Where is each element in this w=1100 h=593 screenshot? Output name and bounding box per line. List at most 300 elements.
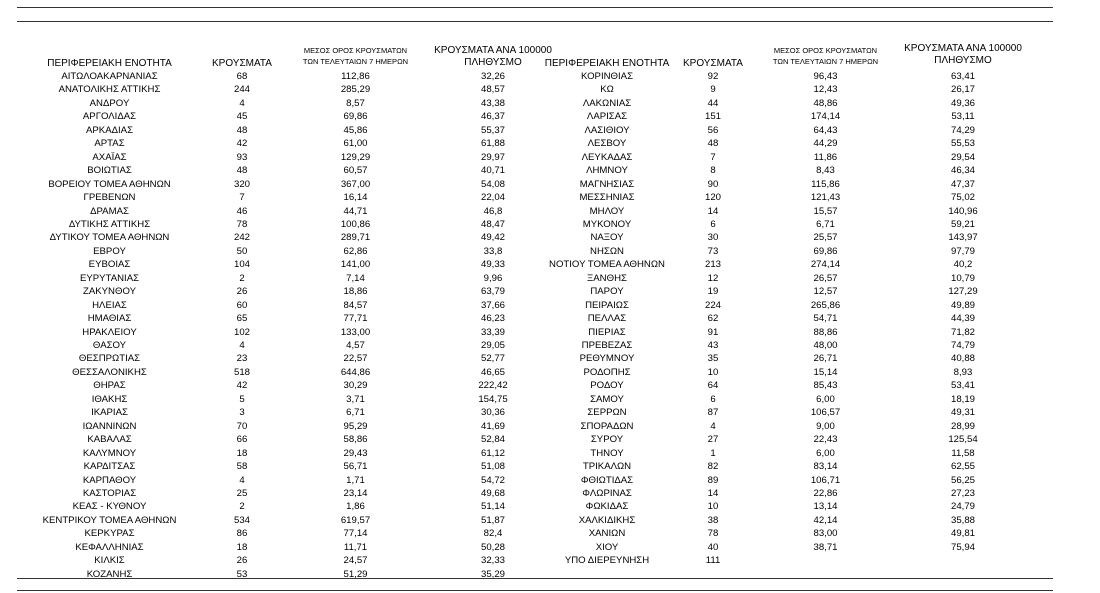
cell-avg: 83,00 (813, 528, 838, 540)
header-avg-line1-r: ΜΕΣΟΣ ΟΡΟΣ ΚΡΟΥΣΜΑΤΩΝ (773, 46, 878, 55)
cell-cases: 1 (710, 447, 716, 459)
cell-per100k: 56,25 (950, 474, 975, 486)
cell-avg: 22,43 (813, 434, 838, 446)
cell-region: ΛΕΣΒΟΥ (587, 138, 627, 150)
cell-per100k: 63,79 (480, 286, 505, 298)
cell-avg: 16,14 (343, 192, 368, 204)
cell-region: ΞΑΝΘΗΣ (587, 272, 627, 284)
cell-region: ΘΑΣΟΥ (92, 340, 127, 351)
cell-avg: 48,00 (813, 340, 838, 351)
cell-cases: 53 (236, 568, 248, 580)
cell-per100k: 48,47 (480, 218, 505, 230)
cell-region: ΑΝΔΡΟΥ (89, 97, 130, 109)
cell-per100k: 71,82 (950, 326, 975, 338)
table-row (17, 568, 577, 581)
table-row (17, 110, 577, 123)
table-row (17, 366, 577, 379)
cell-region: ΛΑΡΙΣΑΣ (586, 111, 628, 123)
table-row (17, 151, 577, 164)
table-row (537, 474, 1097, 487)
table-row (537, 191, 1097, 204)
cell-cases: 91 (707, 326, 719, 338)
cell-avg: 44,71 (343, 205, 368, 217)
cell-per100k: 43,38 (480, 97, 505, 109)
cell-avg: 44,29 (813, 138, 838, 150)
cell-avg: 121,43 (810, 192, 841, 204)
cell-per100k: 49,36 (950, 97, 975, 109)
table-row (17, 527, 577, 540)
cell-avg: 61,00 (343, 138, 368, 150)
cell-cases: 12 (707, 272, 719, 284)
cell-cases: 4 (239, 474, 245, 486)
cell-per100k: 50,28 (480, 541, 505, 553)
cell-region: ΛΗΜΝΟΥ (586, 165, 628, 177)
cell-region: ΣΕΡΡΩΝ (587, 407, 627, 419)
cell-region: ΗΛΕΙΑΣ (92, 299, 127, 311)
cell-region: ΗΜΑΘΙΑΣ (87, 313, 132, 325)
cell-avg: 42,14 (813, 514, 838, 526)
cell-cases: 120 (704, 192, 721, 204)
cell-cases: 26 (236, 555, 248, 567)
cell-cases: 14 (707, 205, 719, 217)
table-row (537, 205, 1097, 218)
cell-cases: 8 (710, 165, 716, 177)
table-row (17, 433, 577, 446)
table-row (537, 110, 1097, 123)
cell-cases: 60 (236, 299, 248, 311)
cell-per100k: 29,97 (480, 151, 505, 163)
cell-cases: 58 (236, 461, 248, 473)
cell-avg: 26,71 (813, 353, 838, 365)
cell-cases: 5 (239, 393, 245, 405)
cell-per100k: 74,29 (950, 124, 975, 136)
table-row (17, 352, 577, 365)
cell-cases: 9 (710, 84, 716, 96)
cell-cases: 44 (707, 97, 719, 109)
cell-avg: 174,14 (810, 111, 841, 123)
header-avg-line1: ΜΕΣΟΣ ΟΡΟΣ ΚΡΟΥΣΜΑΤΩΝ (303, 46, 408, 55)
table-row (537, 312, 1097, 325)
table-row (17, 447, 577, 460)
cell-cases: 10 (707, 366, 719, 378)
cell-cases: 68 (236, 71, 248, 82)
cell-avg: 29,43 (343, 447, 368, 459)
cell-avg: 22,86 (813, 487, 838, 499)
cell-cases: 104 (233, 259, 250, 271)
cell-region: ΧΑΛΚΙΔΙΚΗΣ (578, 514, 636, 526)
cell-region: ΒΟΡΕΙΟΥ ΤΟΜΕΑ ΑΘΗΝΩΝ (48, 178, 171, 190)
cell-region: ΕΥΒΟΙΑΣ (88, 259, 131, 271)
cell-cases: 2 (239, 272, 245, 284)
cell-region: ΝΟΤΙΟΥ ΤΟΜΕΑ ΑΘΗΝΩΝ (549, 259, 665, 271)
header-per-line2-r: ΠΛΗΘΥΣΜΟ (934, 55, 992, 66)
table-row (537, 258, 1097, 271)
cell-avg: 60,57 (343, 165, 368, 177)
cell-avg: 133,00 (340, 326, 371, 338)
header-avg-right (749, 45, 902, 67)
cell-region: ΚΕΝΤΡΙΚΟΥ ΤΟΜΕΑ ΑΘΗΝΩΝ (42, 514, 177, 526)
top-rule (17, 7, 1053, 8)
cell-per100k: 22,04 (480, 192, 505, 204)
cell-per100k: 51,87 (480, 514, 505, 526)
cell-per100k: 54,08 (480, 178, 505, 190)
cell-cases: 48 (707, 138, 719, 150)
cell-region: ΚΕΦΑΛΛΗΝΙΑΣ (75, 541, 144, 553)
cell-per100k: 49,68 (480, 487, 505, 499)
cell-per100k: 51,08 (480, 461, 505, 473)
table-row (17, 231, 577, 244)
cell-region: ΑΝΑΤΟΛΙΚΗΣ ΑΤΤΙΚΗΣ (58, 84, 161, 96)
cell-cases: 534 (233, 514, 250, 526)
cell-avg: 45,86 (343, 124, 368, 136)
header-avg-left (282, 45, 429, 67)
cell-avg: 9,00 (816, 420, 835, 432)
cell-region: ΜΕΣΣΗΝΙΑΣ (579, 192, 635, 204)
cell-per100k: 18,19 (950, 393, 975, 405)
cell-per100k: 154,75 (478, 393, 508, 405)
cell-cases: 242 (233, 232, 250, 244)
table-row (17, 272, 577, 285)
cell-avg: 106,71 (810, 474, 841, 486)
cell-region: ΗΡΑΚΛΕΙΟΥ (82, 326, 137, 338)
cell-avg: 23,14 (343, 487, 368, 499)
cell-per100k: 49,42 (480, 232, 505, 244)
table-row (17, 164, 577, 177)
table-row (17, 406, 577, 419)
cell-cases: 56 (707, 124, 719, 136)
header-cases-left: ΚΡΟΥΣΜΑΤΑ (212, 58, 272, 69)
cell-per100k: 49,33 (480, 259, 505, 271)
table-row (17, 83, 577, 96)
table-row (537, 366, 1097, 379)
cell-cases: 42 (236, 138, 248, 150)
cell-cases: 2 (239, 501, 245, 513)
cell-avg: 13,14 (813, 501, 838, 513)
table-row (17, 285, 577, 298)
top-rule-2 (17, 21, 1053, 22)
cell-region: ΠΕΙΡΑΙΩΣ (585, 299, 629, 311)
cell-region: ΤΡΙΚΑΛΩΝ (582, 461, 632, 473)
cell-region: ΑΡΚΑΔΙΑΣ (86, 124, 133, 136)
table-row (17, 191, 577, 204)
cell-per100k: 63,41 (950, 71, 975, 82)
cell-per100k: 75,02 (950, 192, 975, 204)
cell-cases: 7 (239, 192, 245, 204)
cell-cases: 4 (239, 97, 245, 109)
cell-per100k: 125,54 (948, 434, 978, 446)
cell-region: ΕΥΡΥΤΑΝΙΑΣ (79, 272, 140, 284)
cell-cases: 92 (707, 71, 719, 82)
cell-avg: 51,29 (343, 568, 368, 580)
cell-region: ΑΙΤΩΛΟΑΚΑΡΝΑΝΙΑΣ (61, 71, 158, 82)
cell-region: ΧΙΟΥ (595, 541, 619, 553)
cell-avg: 6,71 (346, 407, 365, 419)
table-row (17, 124, 577, 137)
cell-per100k: 61,12 (480, 447, 505, 459)
cell-avg: 6,00 (816, 447, 835, 459)
header-avg-line2: ΤΩΝ ΤΕΛΕΥΤΑΙΩΝ 7 ΗΜΕΡΩΝ (302, 57, 409, 66)
cell-region: ΣΥΡΟΥ (590, 434, 624, 446)
cell-avg: 96,43 (813, 71, 838, 82)
cell-avg: 77,14 (343, 528, 368, 540)
cell-region: ΤΗΝΟΥ (590, 447, 624, 459)
cell-avg: 85,43 (813, 380, 838, 392)
cell-region: ΜΗΛΟΥ (589, 205, 625, 217)
table-row (17, 178, 577, 191)
cell-avg: 7,14 (346, 272, 365, 284)
bottom-rule (17, 578, 1053, 579)
table-row (17, 218, 577, 231)
cell-per100k: 61,88 (480, 138, 505, 150)
cell-avg: 15,14 (813, 366, 838, 378)
table-row (537, 70, 1097, 83)
cell-per100k: 49,89 (950, 299, 975, 311)
cell-cases: 78 (236, 218, 248, 230)
cell-cases: 48 (236, 165, 248, 177)
cell-per100k: 32,33 (480, 555, 505, 567)
cell-cases: 30 (707, 232, 719, 244)
cell-cases: 518 (233, 366, 250, 378)
table-row (537, 137, 1097, 150)
cell-avg: 8,43 (816, 165, 835, 177)
cell-cases: 224 (704, 299, 721, 311)
cell-avg: 25,57 (813, 232, 838, 244)
cell-region: ΚΕΑΣ - ΚΥΘΝΟΥ (72, 501, 147, 513)
table-row (537, 299, 1097, 312)
cell-avg: 88,86 (813, 326, 838, 338)
cell-cases: 82 (707, 461, 719, 473)
cell-region: ΡΟΔΟΥ (590, 380, 624, 392)
cell-cases: 151 (704, 111, 721, 123)
table-row (537, 97, 1097, 110)
cell-avg: 69,86 (343, 111, 368, 123)
header-region-left: ΠΕΡΙΦΕΡΕΙΑΚΗ ΕΝΟΤΗΤΑ (47, 58, 172, 69)
header-cases-right: ΚΡΟΥΣΜΑΤΑ (683, 58, 743, 69)
cell-avg: 644,86 (340, 366, 371, 378)
cell-per100k: 52,84 (480, 434, 505, 446)
table-row (537, 83, 1097, 96)
cell-region: ΚΑΡΠΑΘΟΥ (82, 474, 137, 486)
cell-region: ΑΧΑΪΑΣ (92, 151, 127, 163)
cell-avg: 1,71 (346, 474, 365, 486)
cell-region: ΑΡΓΟΛΙΔΑΣ (82, 111, 137, 123)
cell-per100k: 46,8 (483, 205, 503, 217)
table-row (17, 70, 577, 83)
cell-region: ΘΕΣΠΡΩΤΙΑΣ (78, 353, 141, 365)
cell-cases: 89 (707, 474, 719, 486)
cell-cases: 64 (707, 380, 719, 392)
cell-avg: 83,14 (813, 461, 838, 473)
cell-region: ΓΡΕΒΕΝΩΝ (83, 192, 136, 204)
cell-region: ΣΑΜΟΥ (590, 393, 624, 405)
table-row (17, 299, 577, 312)
cell-region: ΔΥΤΙΚΟΥ ΤΟΜΕΑ ΑΘΗΝΩΝ (49, 232, 170, 244)
cell-per100k: 55,53 (950, 138, 975, 150)
table-row (17, 487, 577, 500)
cell-avg: 8,57 (346, 97, 365, 109)
cell-per100k: 37,66 (480, 299, 505, 311)
cell-region: ΛΑΚΩΝΙΑΣ (582, 97, 632, 109)
cell-avg: 56,71 (343, 461, 368, 473)
cell-region: ΚΟΖΑΝΗΣ (86, 568, 133, 580)
table-row (537, 500, 1097, 513)
cell-per100k: 35,29 (480, 568, 505, 580)
header-avg-line2-r: ΤΩΝ ΤΕΛΕΥΤΑΙΩΝ 7 ΗΜΕΡΩΝ (772, 57, 879, 66)
cell-cases: 4 (710, 420, 716, 432)
cell-avg: 100,86 (340, 218, 371, 230)
cell-avg: 15,57 (813, 205, 838, 217)
table-row (537, 339, 1097, 352)
cell-cases: 42 (236, 380, 248, 392)
cell-region: ΠΡΕΒΕΖΑΣ (581, 340, 633, 351)
cell-avg: 129,29 (340, 151, 371, 163)
cell-region: ΝΗΣΩΝ (590, 245, 624, 257)
table-row (537, 245, 1097, 258)
cell-avg: 30,29 (343, 380, 368, 392)
cell-region: ΔΥΤΙΚΗΣ ΑΤΤΙΚΗΣ (68, 218, 151, 230)
table-row (537, 420, 1097, 433)
table-row (17, 541, 577, 554)
cell-avg: 367,00 (340, 178, 371, 190)
cell-avg: 38,71 (813, 541, 838, 553)
cell-cases: 38 (707, 514, 719, 526)
table-row (537, 487, 1097, 500)
cell-region: ΚΑΛΥΜΝΟΥ (82, 447, 137, 459)
cell-avg: 112,86 (341, 71, 370, 82)
cell-region: ΥΠΟ ΔΙΕΡΕΥΝΗΣΗ (564, 555, 650, 567)
cell-region: ΙΩΑΝΝΙΝΩΝ (82, 420, 137, 432)
cell-region: ΖΑΚΥΝΘΟΥ (83, 286, 136, 298)
cell-cases: 7 (710, 151, 716, 163)
cell-avg: 6,71 (816, 218, 835, 230)
cell-avg: 11,71 (343, 541, 368, 553)
cell-avg: 4,57 (346, 340, 365, 351)
cell-avg: 12,43 (813, 84, 838, 96)
cell-region: ΚΩ (600, 84, 614, 96)
cell-cases: 50 (236, 245, 248, 257)
cell-per100k: 29,05 (480, 340, 505, 351)
cell-avg: 77,71 (343, 313, 368, 325)
cell-cases: 18 (236, 541, 248, 553)
cell-avg: 26,57 (813, 272, 838, 284)
cell-region: ΡΟΔΟΠΗΣ (583, 366, 631, 378)
cell-region: ΙΘΑΚΗΣ (91, 393, 128, 405)
cell-region: ΘΕΣΣΑΛΟΝΙΚΗΣ (72, 366, 147, 378)
cell-per100k: 52,77 (480, 353, 505, 365)
cell-cases: 48 (236, 124, 248, 136)
table-row (17, 312, 577, 325)
cell-per100k: 97,79 (950, 245, 975, 257)
cell-region: ΦΩΚΙΔΑΣ (585, 501, 629, 513)
cell-per100k: 40,88 (950, 353, 975, 365)
cell-cases: 46 (236, 205, 248, 217)
cell-cases: 213 (704, 259, 721, 271)
cell-per100k: 48,57 (480, 84, 505, 96)
cell-region: ΚΕΡΚΥΡΑΣ (84, 528, 135, 540)
cell-cases: 93 (236, 151, 248, 163)
cell-per100k: 59,21 (950, 218, 975, 230)
table-row (537, 231, 1097, 244)
cell-avg: 1,86 (346, 501, 365, 513)
cell-per100k: 35,88 (950, 514, 975, 526)
cell-avg: 619,57 (340, 514, 371, 526)
table-row (17, 326, 577, 339)
cell-avg: 58,86 (343, 434, 368, 446)
cell-avg: 141,00 (340, 259, 371, 271)
cell-avg: 265,86 (810, 299, 841, 311)
cell-cases: 25 (236, 487, 248, 499)
table-row (17, 205, 577, 218)
cell-avg: 12,57 (813, 286, 838, 298)
cell-cases: 6 (710, 218, 716, 230)
cell-region: ΧΑΝΙΩΝ (588, 528, 626, 540)
cell-cases: 87 (707, 407, 719, 419)
table-row (17, 393, 577, 406)
cell-per100k: 8,93 (953, 366, 973, 378)
cell-avg: 3,71 (346, 393, 365, 405)
header-per-line2: ΠΛΗΘΥΣΜΟ (464, 57, 522, 68)
cell-region: ΚΑΣΤΟΡΙΑΣ (82, 487, 137, 499)
cell-avg: 22,57 (343, 353, 368, 365)
table-row (17, 554, 577, 567)
cell-cases: 90 (707, 178, 719, 190)
cell-per100k: 46,34 (950, 165, 975, 177)
cell-per100k: 40,71 (480, 165, 505, 177)
cell-cases: 102 (233, 326, 250, 338)
table-row (17, 460, 577, 473)
table-row (537, 527, 1097, 540)
cell-avg: 274,14 (810, 259, 841, 271)
cell-region: ΔΡΑΜΑΣ (90, 205, 129, 217)
table-row (537, 164, 1097, 177)
table-row (17, 474, 577, 487)
cell-avg: 285,29 (340, 84, 371, 96)
cell-region: ΦΘΙΩΤΙΔΑΣ (580, 474, 634, 486)
cell-cases: 78 (707, 528, 719, 540)
header-per-line1: ΚΡΟΥΣΜΑΤΑ ΑΝΑ 100000 (434, 45, 552, 56)
table-row (17, 258, 577, 271)
table-row (537, 352, 1097, 365)
cell-per100k: 55,37 (480, 124, 505, 136)
table-row (537, 218, 1097, 231)
cell-per100k: 40,2 (953, 259, 973, 271)
cell-per100k: 9,96 (483, 272, 503, 284)
cell-per100k: 49,31 (950, 407, 975, 419)
cell-avg: 62,86 (343, 245, 368, 257)
bottom-rule-2 (17, 590, 1053, 591)
cell-avg: 289,71 (340, 232, 371, 244)
cell-avg: 115,86 (811, 178, 840, 190)
cell-per100k: 75,94 (950, 541, 975, 553)
table-row (17, 514, 577, 527)
table-row (17, 500, 577, 513)
cell-per100k: 222,42 (478, 380, 508, 392)
header-region-right: ΠΕΡΙΦΕΡΕΙΑΚΗ ΕΝΟΤΗΤΑ (544, 58, 670, 69)
cell-cases: 86 (236, 528, 248, 540)
cell-region: ΠΑΡΟΥ (590, 286, 624, 298)
cell-per100k: 33,39 (480, 326, 505, 338)
cell-avg: 106,57 (810, 407, 841, 419)
cell-cases: 14 (707, 487, 719, 499)
cell-per100k: 33,8 (483, 245, 503, 257)
table-row (17, 245, 577, 258)
table-row (17, 97, 577, 110)
cell-region: ΑΡΤΑΣ (94, 138, 125, 150)
cell-per100k: 143,97 (948, 232, 978, 244)
cell-avg: 69,86 (813, 245, 838, 257)
cell-per100k: 30,36 (480, 407, 505, 419)
cell-per100k: 26,17 (950, 84, 975, 96)
